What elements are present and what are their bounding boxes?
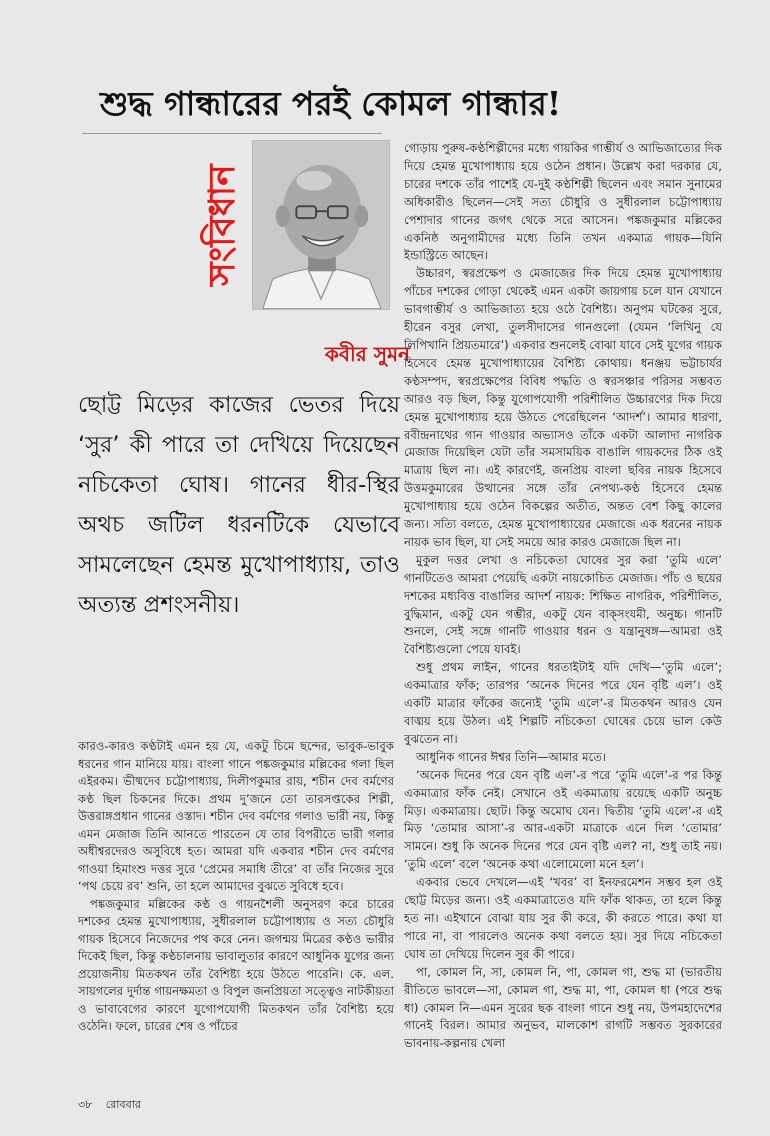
headline-rule bbox=[82, 133, 382, 134]
paragraph: মুকুল দত্তর লেখা ও নচিকেতা ঘোষের সুর করা ‘তুমি এলে’ গানটিতেও আমরা পেয়েছি একটা নায়কোচিত মেজাজ। পাঁচ ও ছয়ের দশকের মধ্যবিত্ত বাঙালির আদর্শ নায়ক: শিক্ষিত নাগরিক, পরিশীলিত, বুদ্ধিমান, একটু যেন গম্ভীর, একটু যেন বাক্‌সংযমী, অনুচ্চ। গানটি শুনলে, সেই সঙ্গে গানটি গাওয়ার ধরন ও যন্ত্রানুষঙ্গ—আমরা ওই বৈশিষ্ট্যগুলো পেয়ে যাবই। bbox=[404, 552, 722, 657]
page-footer bbox=[78, 1096, 151, 1115]
headline: শুদ্ধ গান্ধারের পরই কোমল গান্ধার! bbox=[100, 84, 562, 123]
paragraph: গোড়ায় পুরুষ-কণ্ঠশিল্পীদের মধ্যে গায়কির গাম্ভীর্য ও আভিজাত্যের দিক দিয়ে হেমন্ত মুখোপাধ্যায় হয়ে ওঠেন প্রধান। উল্লেখ করা দরকার যে, চারের দশকে তাঁর পাশেই যে-দুই কণ্ঠশিল্পী ছিলেন এবং সমান সুনামের অধিকারীও ছিলেন—সেই সত্য চৌধুরি ও সুধীরলাল চট্টোপাধ্যায় পেশাদার গানের জগৎ থেকে সরে আসেন। পঙ্কজকুমার মল্লিকের একনিষ্ঠ অনুগামীদের মধ্যে তিনি তখন একমাত্র গায়ক—যিনি ইন্ডাস্ট্রিতে আছেন। bbox=[404, 141, 722, 263]
author-photo bbox=[252, 140, 390, 310]
byline-author: কবীর সুমন bbox=[324, 342, 410, 366]
pull-quote: ছোট্ট মিড়ের কাজের ভেতর দিয়ে ‘সুর’ কী পারে তা দেখিয়ে দিয়েছেন নচিকেতা ঘোষ। গানের ধীর-স্থির অথচ জটিল ধরনটিকে যেভাবে সামলেছেন হেমন্ত মুখোপাধ্যায়, তাও অত্যন্ত প্রশংসনীয়। bbox=[78, 392, 400, 618]
paragraph: ‘অনেক দিনের পরে যেন বৃষ্টি এল’-র পরে ‘তুমি এলে’-র পর কিন্তু একমাত্রার ফাঁক নেই। সেখানে ওই একমাত্রায় রয়েছে একটি অনুচ্চ মিড়। একমাত্রায়। ছোট। কিন্তু অমোঘ যেন। দ্বিতীয় ‘তুমি এলে’-র এই মিড় ‘তোমার আসা’-র আর-একটা মাত্রাকে এনে দিল ‘তোমার’ সামনে। শুধু কি অনেক দিনের পরে যেন বৃষ্টি এল? না, শুধু তাই নয়। ‘তুমি এলে’ বলে ‘অনেক কথা এলোমেলো মনে হল’। bbox=[404, 767, 722, 872]
article-column-right bbox=[404, 140, 722, 1053]
section-name: রোববার bbox=[105, 1098, 141, 1111]
paragraph: পঙ্কজকুমার মল্লিকের কণ্ঠ ও গায়নশৈলী অনুসরণ করে চারের দশকের হেমন্ত মুখোপাধ্যায়, সুধীরলাল চট্টোপাধ্যায় ও সত্য চৌধুরি গায়ক হিসেবে নিজেদের পথ করে নেন। জগন্ময় মিত্রের কণ্ঠও ভারীর দিকেই ছিল, কিন্তু কণ্ঠচালনায় ভাবালুতার কারণে আধুনিক যুগের জন্য প্রয়োজনীয় মিতকথন তাঁর বৈশিষ্ট্য হয়ে উঠতে পারেনি। কে. এল. সায়গলের দুর্দান্ত গায়নক্ষমতা ও বিপুল জনপ্রিয়তা সত্ত্বেও নাটকীয়তা ও ভাবাবেগের কারণে যুগোপযোগী মিতকথন তাঁর বৈশিষ্ট্য হয়ে ওঠেনি। ফলে, চারের শেষ ও পাঁচের bbox=[78, 896, 394, 1033]
author-portrait-image bbox=[253, 141, 389, 309]
paragraph: উচ্চারণ, স্বরপ্রক্ষেপ ও মেজাজের দিক দিয়ে হেমন্ত মুখোপাধ্যায় পাঁচের দশকের গোড়া থেকেই এমন একটা জায়গায় চলে যান যেখানে ভাবগাম্ভীর্য ও আভিজাত্য হয়ে ওঠে বৈশিষ্ট্য। অনুপম ঘটকের সুরে, হীরেন বসুর লেখা, তুলসীদাসের গানগুলো (যেমন ‘লিখিনু যে লিপিখানি প্রিয়তমারে’) একবার শুনলেই বোঝা যাবে সেই যুগের গায়ক হিসেবে হেমন্ত মুখোপাধ্যায়ের বৈশিষ্ট্য কোথায়। ধনঞ্জয় ভট্টাচার্যর কণ্ঠসম্পদ, স্বরপ্রক্ষেপের বিবিধ পদ্ধতি ও স্বরসঞ্চার পরিসর সম্ভবত আরও বড় ছিল, কিন্তু যুগোপযোগী পরিশীলিত উচ্চারণের দিক দিয়ে হেমন্ত মুখোপাধ্যায় হয়ে উঠতে পেরেছিলেন ‘আদর্শ’। আমার ধারণা, রবীন্দ্রনাথের গান গাওয়ার অভ্যাসও তাঁকে একটা আলাদা নাগরিক মেজাজ দিয়েছিল যেটা তাঁর সমসাময়িক বাঙালি গায়কদের ঠিক ওই মাত্রায় ছিল না। এই কারণেই, জনপ্রিয় বাংলা ছবির নায়ক হিসেবে উত্তমকুমারের উত্থানের সঙ্গে তাঁর নেপথ্য-কণ্ঠ হিসেবে হেমন্ত মুখোপাধ্যায় হয়ে ওঠেন বিকল্পের অতীত, অন্তত বেশ কিছু কালের জন্য। সত্যি বলতে, হেমন্ত মুখোপাধ্যায়ের মেজাজে এক ধরনের নায়ক নায়ক ভাব ছিল, যা সেই সময়ে আর কারও মেজাজে ছিল না। bbox=[404, 266, 722, 549]
column-name: সংবিধান bbox=[202, 164, 243, 287]
paragraph: পা, কোমল নি, সা, কোমল নি, পা, কোমল গা, শুদ্ধ মা (ভারতীয় রীতিতে ভাবলে—সা, কোমল গা, শুদ্ধ মা, পা, কোমল ধা (পরে শুদ্ধ ধা) কোমল নি—এমন সুরের ছক বাংলা গানে শুধু নয়, উপমহাদেশের গানেই বিরল। আমার অনুভব, মালকোশ রাগটি সম্ভবত সুরকারের ভাবনায়-কল্পনায় খেলা bbox=[404, 964, 722, 1051]
paragraph: আধুনিক গানের ঈশ্বর তিনি—আমার মতে। bbox=[416, 749, 607, 764]
paragraph: কারও-কারও কণ্ঠটাই এমন হয় যে, একটু চিমে ছন্দের, ভাবুক-ভাবুক ধরনের গান মানিয়ে যায়। বাংলা গানে পঙ্কজকুমার মল্লিকের গলা ছিল এইরকম। ভীষ্মদেব চট্টোপাধ্যায়, দিলীপকুমার রায়, শচীন দেব বর্মণের কণ্ঠ ছিল চিকনের দিকে। প্রথম দু’জনে তো তারসপ্তকের শিল্পী, উত্তরাঙ্গপ্রধান গানের ওস্তাদ। শচীন দেব বর্মণের গলাও ভারী নয়, কিন্তু এমন মেজাজ তিনি আনতে পারতেন যে তার বিপরীতে ভারী গলার অধীশ্বরদেরও অসুবিধে হত। আমরা যদি একবার শচীন দেব বর্মণের গাওয়া হিমাংশু দত্তর সুরে ‘প্রেমের সমাধি তীরে’ বা তাঁর নিজের সুরে ‘পথ চেয়ে রব’ শুনি, তা হলে আমাদের বুঝতে সুবিধে হবে। bbox=[78, 739, 394, 893]
page-number: ৩৮ bbox=[78, 1098, 93, 1111]
paragraph: একবার ভেবে দেখলে—এই ‘খবর’ বা ইনফরমেশন সম্ভব হল ওই ছোট্ট মিড়ের জন্য। ওই একমাত্রাতেও যদি ফাঁক থাকত, তা হলে কিন্তু হত না। এইখানে বোঝা যায় সুর কী করে, কী করতে পারে। কথা যা পারে না, বা পারলেও অনেক কথা বলতে হয়। সুর দিয়ে নচিকেতা ঘোষ তা দেখিয়ে দিলেন সুর কী পারে। bbox=[404, 875, 722, 961]
paragraph: শুধু প্রথম লাইন, গানের ধরতাইটাই যদি দেখি—‘তুমি এলে’; একমাত্রার ফাঁক; তারপর ‘অনেক দিনের পরে যেন বৃষ্টি এল’। ওই একটি মাত্রার ফাঁকের জন্যেই ‘তুমি এলে’-র মিতকথন আরও যেন বাঙ্ময় হয়ে উঠল। এই শিল্পটি নচিকেতা ঘোষের চেয়ে ভাল কেউ বুঝতেন না। bbox=[404, 660, 722, 746]
article-column-left bbox=[78, 738, 394, 1036]
